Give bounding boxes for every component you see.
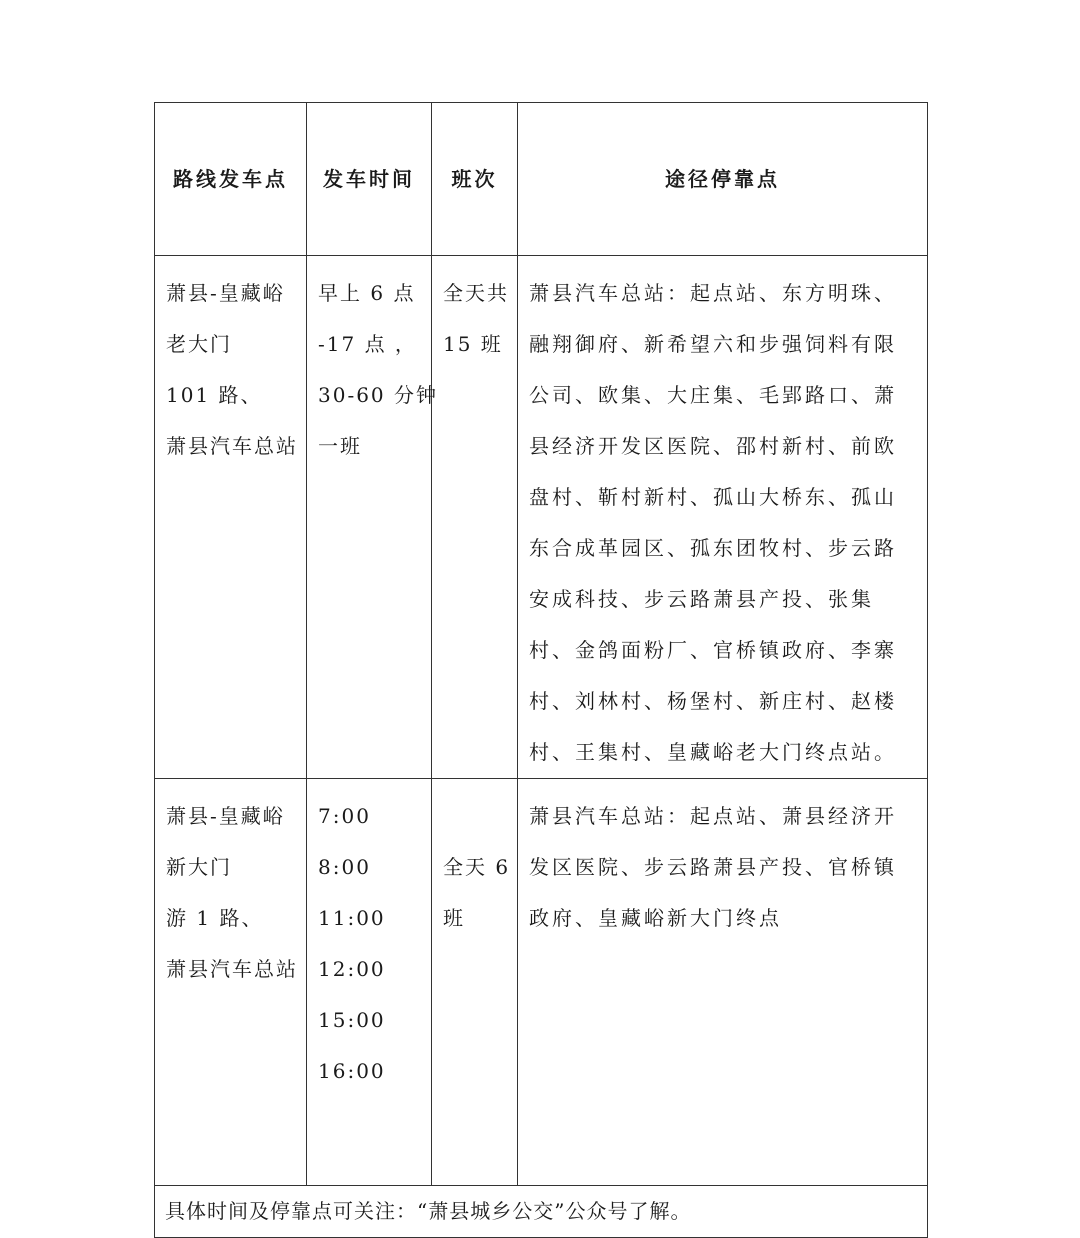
- trips-cell: [432, 256, 518, 779]
- header-row: [155, 103, 928, 256]
- route-line: 萧县-皇藏峪: [166, 804, 285, 828]
- time-line: 16:00: [318, 1059, 386, 1083]
- time-line: 30-60 分钟: [318, 383, 439, 407]
- header-trips: 班次: [432, 103, 518, 256]
- route-line: 新大门: [166, 855, 232, 879]
- time-cell: [307, 779, 432, 1186]
- time-line: 一班: [318, 434, 362, 458]
- time-line: 早上 6 点: [318, 281, 416, 305]
- trips-line: 班: [443, 906, 465, 930]
- trips-line: 15 班: [443, 332, 503, 356]
- stops-cell: [518, 779, 928, 1186]
- route-cell: [155, 779, 307, 1186]
- time-line: 11:00: [318, 906, 386, 930]
- stops-text: 萧县汽车总站：起点站、东方明珠、融翔御府、新希望六和步强饲料有限公司、欧集、大庄集、毛郢路口、萧县经济开发区医院、邵村新村、前欧盘村、靳村新村、孤山大桥东、孤山东合成革园区、孤东团牧村、步云路安成科技、步云路萧县产投、张集村、金鸽面粉厂、官桥镇政府、李寨村、刘林村、杨堡村、新庄村、赵楼村、王集村、皇藏峪老大门终点站。: [529, 281, 897, 764]
- bus-schedule-table: [154, 102, 928, 1238]
- time-line: -17 点 ，: [318, 332, 417, 356]
- trips-line: 全天共: [443, 281, 509, 305]
- header-stops: 途径停靠点: [518, 103, 928, 256]
- time-cell: [307, 256, 439, 779]
- route-line: 老大门: [166, 332, 232, 356]
- route-line: 游 1 路、: [166, 906, 264, 930]
- route-line: 萧县汽车总站: [166, 957, 298, 981]
- table-row: [155, 779, 928, 1186]
- trips-line: 全天 6: [443, 855, 511, 879]
- route-line: 101 路、: [166, 383, 263, 407]
- footer-row: [155, 1186, 928, 1238]
- stops-cell: [518, 256, 928, 779]
- route-line: 萧县-皇藏峪: [166, 281, 285, 305]
- route-cell: [155, 256, 307, 779]
- time-line: 8:00: [318, 855, 371, 879]
- time-line: 12:00: [318, 957, 386, 981]
- header-time: 发车时间: [307, 103, 432, 256]
- header-route: 路线发车点: [155, 103, 307, 256]
- time-line: 15:00: [318, 1008, 386, 1032]
- route-line: 萧县汽车总站: [166, 434, 298, 458]
- trips-cell: [432, 779, 518, 1186]
- time-line: 7:00: [318, 804, 371, 828]
- footer-note: 具体时间及停靠点可关注：“萧县城乡公交”公众号了解。: [155, 1186, 928, 1238]
- table-row: [155, 256, 928, 779]
- stops-text: 萧县汽车总站：起点站、萧县经济开发区医院、步云路萧县产投、官桥镇政府、皇藏峪新大门终点: [529, 804, 897, 930]
